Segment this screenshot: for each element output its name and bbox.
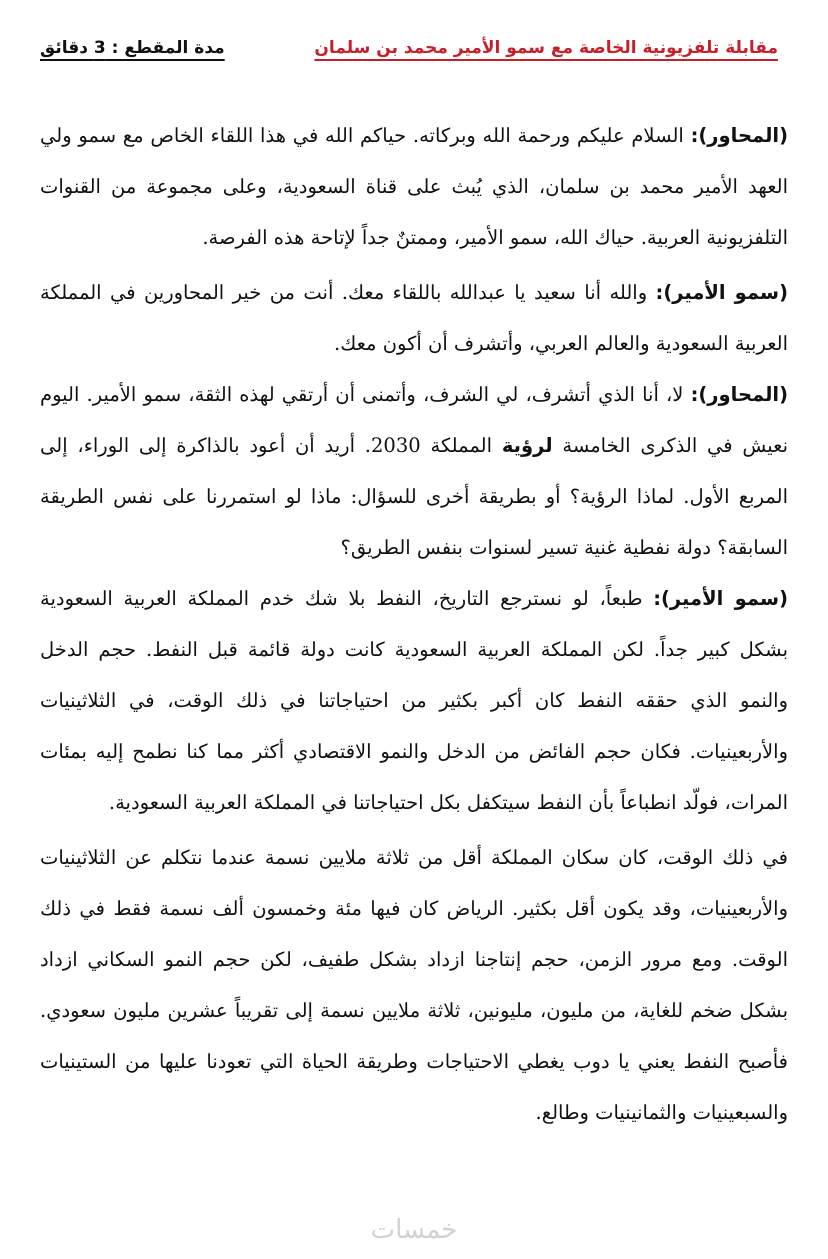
document-header xyxy=(40,38,778,74)
paragraph-text: لا، أنا الذي أتشرف، لي الشرف، وأتمنى أن أرتقي لهذه الثقة، سمو الأمير. اليوم نعيش في الذكرى الخامسة xyxy=(40,383,789,457)
watermark-logo: خمسات xyxy=(370,1215,458,1245)
transcript-body xyxy=(40,110,788,1142)
transcript-paragraph-prince-3 xyxy=(40,832,788,1138)
paragraph-text: السلام عليكم ورحمة الله وبركاته. حياكم الله في هذا اللقاء الخاص مع سمو ولي العهد الأمير محمد بن سلمان، الذي يُبث على قناة السعودية، وعلى مجموعة من القنوات التلفزيونية العربية. حياك الله، سمو الأمير، وممتنٌ جداً لإتاحة هذه الفرصة. xyxy=(40,124,788,249)
transcript-paragraph-prince-2 xyxy=(40,573,788,828)
paragraph-text: والله أنا سعيد يا عبدالله باللقاء معك. أنت من خير المحاورين في المملكة العربية السعودية والعالم العربي، وأتشرف أن أكون معك. xyxy=(40,281,788,355)
speaker-label: (المحاور): xyxy=(690,383,788,406)
transcript-paragraph-interviewer-1 xyxy=(40,110,788,263)
paragraph-text: في ذلك الوقت، كان سكان المملكة أقل من ثلاثة ملايين نسمة عندما نتكلم عن الثلاثينيات والأربعينيات، وقد يكون أقل بكثير. الرياض كان فيها مئة وخمسون ألف نسمة فقط في ذلك الوقت. ومع مرور الزمن، حجم إنتاجنا ازداد بشكل طفيف، لكن حجم النمو السكاني ازداد بشكل ضخم للغاية، من مليون، مليونين، ثلاثة ملايين نسمة إلى تقريباً عشرين مليون سعودي. فأصبح النفط يعني يا دوب يغطي الاحتياجات وطريقة الحياة التي تعودنا عليها من الستينيات والسبعينيات والثمانينيات وطالع. xyxy=(40,846,788,1124)
document-title: مقابلة تلفزيونية الخاصة مع سمو الأمير محمد بن سلمان xyxy=(314,38,778,58)
paragraph-text: طبعاً، لو نسترجع التاريخ، النفط بلا شك خدم المملكة العربية السعودية بشكل كبير جداً. لكن المملكة العربية السعودية كانت دولة قائمة قبل النفط. حجم الدخل والنمو الذي حققه النفط كان أكبر بكثير من احتياجاتنا في ذلك الوقت، في الثلاثينيات والأربعينيات. فكان حجم الفائض من الدخل والنمو الاقتصادي أكثر مما كنا نطمح إليه بمئات المرات، فولّد انطباعاً بأن النفط سيتكفل بكل احتياجاتنا في المملكة العربية السعودية. xyxy=(40,587,788,814)
clip-duration: مدة المقطع : 3 دقائق xyxy=(40,38,225,58)
emphasized-word: لرؤية xyxy=(501,434,553,457)
transcript-paragraph-interviewer-2 xyxy=(40,369,788,573)
transcript-paragraph-prince-1 xyxy=(40,267,788,369)
speaker-label: (سمو الأمير): xyxy=(653,587,788,610)
speaker-label: (المحاور): xyxy=(690,124,788,147)
paragraph-text: المملكة 2030. أريد أن أعود بالذاكرة إلى الوراء، إلى المربع الأول. لماذا الرؤية؟ أو بطريقة أخرى للسؤال: ماذا لو استمررنا على نفس الطريقة السابقة؟ دولة نفطية غنية تسير لسنوات بنفس الطريق؟ xyxy=(40,434,788,559)
speaker-label: (سمو الأمير): xyxy=(655,281,788,304)
